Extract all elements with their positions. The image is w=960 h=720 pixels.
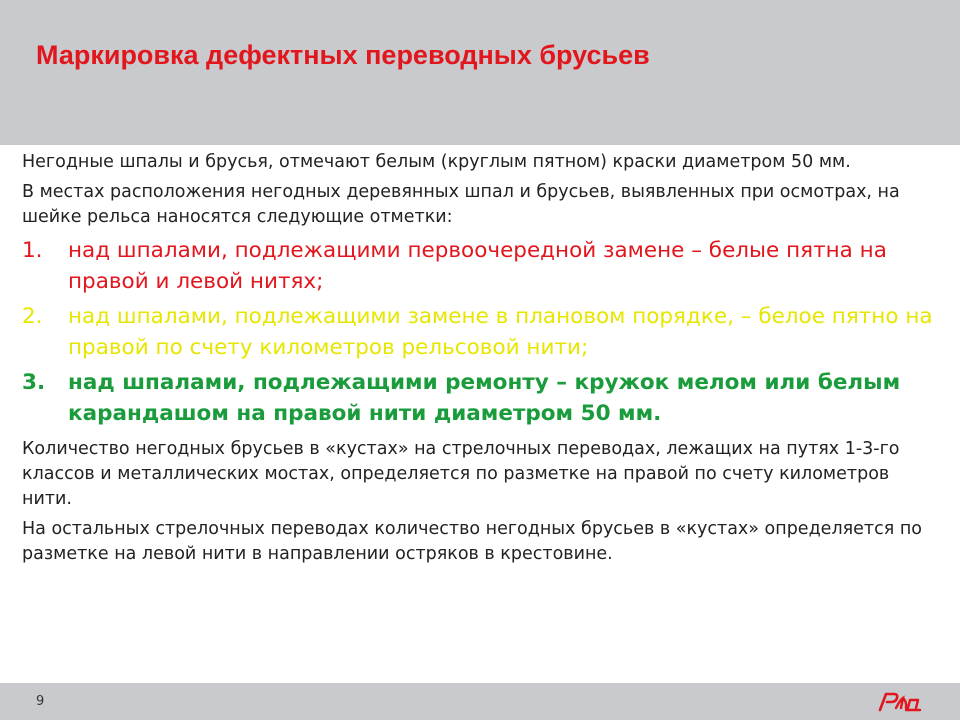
paragraph: Количество негодных брусьев в «кустах» на стрелочных переводах, лежащих на путях 1-3-го классов и металлических мостах, определяется по разметке на правой по счету километров нити.	[22, 439, 900, 509]
list-item-number: 2.	[22, 304, 43, 329]
list-item	[22, 235, 942, 297]
list-item-number: 1.	[22, 238, 43, 263]
list-item-number: 3.	[22, 370, 46, 395]
list-item-text: над шпалами, подлежащими замене в плановом порядке, – белое пятно на правой по счету километров рельсовой нити;	[68, 304, 933, 360]
numbered-list	[22, 235, 942, 429]
slide-header	[0, 0, 960, 145]
paragraph: На остальных стрелочных переводах количество негодных брусьев в «кустах» определяется по разметке на левой нити в направлении остряков в крестовине.	[22, 519, 922, 564]
rzd-logo-icon	[876, 688, 924, 714]
paragraph: Негодные шпалы и брусья, отмечают белым (круглым пятном) краски диаметром 50 мм.	[22, 152, 851, 172]
slide-title: Маркировка дефектных переводных брусьев	[36, 40, 650, 70]
page-number: 9	[36, 694, 45, 709]
slide-content	[22, 150, 942, 572]
list-item	[22, 301, 942, 363]
paragraph: В местах расположения негодных деревянных шпал и брусьев, выявленных при осмотрах, на шейке рельса наносятся следующие отметки:	[22, 182, 900, 227]
list-item-text: над шпалами, подлежащими первоочередной замене – белые пятна на правой и левой нитях;	[68, 238, 887, 294]
list-item-text: над шпалами, подлежащими ремонту – кружок мелом или белым карандашом на правой нити диаметром 50 мм.	[68, 370, 901, 426]
list-item	[22, 367, 942, 429]
slide-footer	[0, 683, 960, 720]
